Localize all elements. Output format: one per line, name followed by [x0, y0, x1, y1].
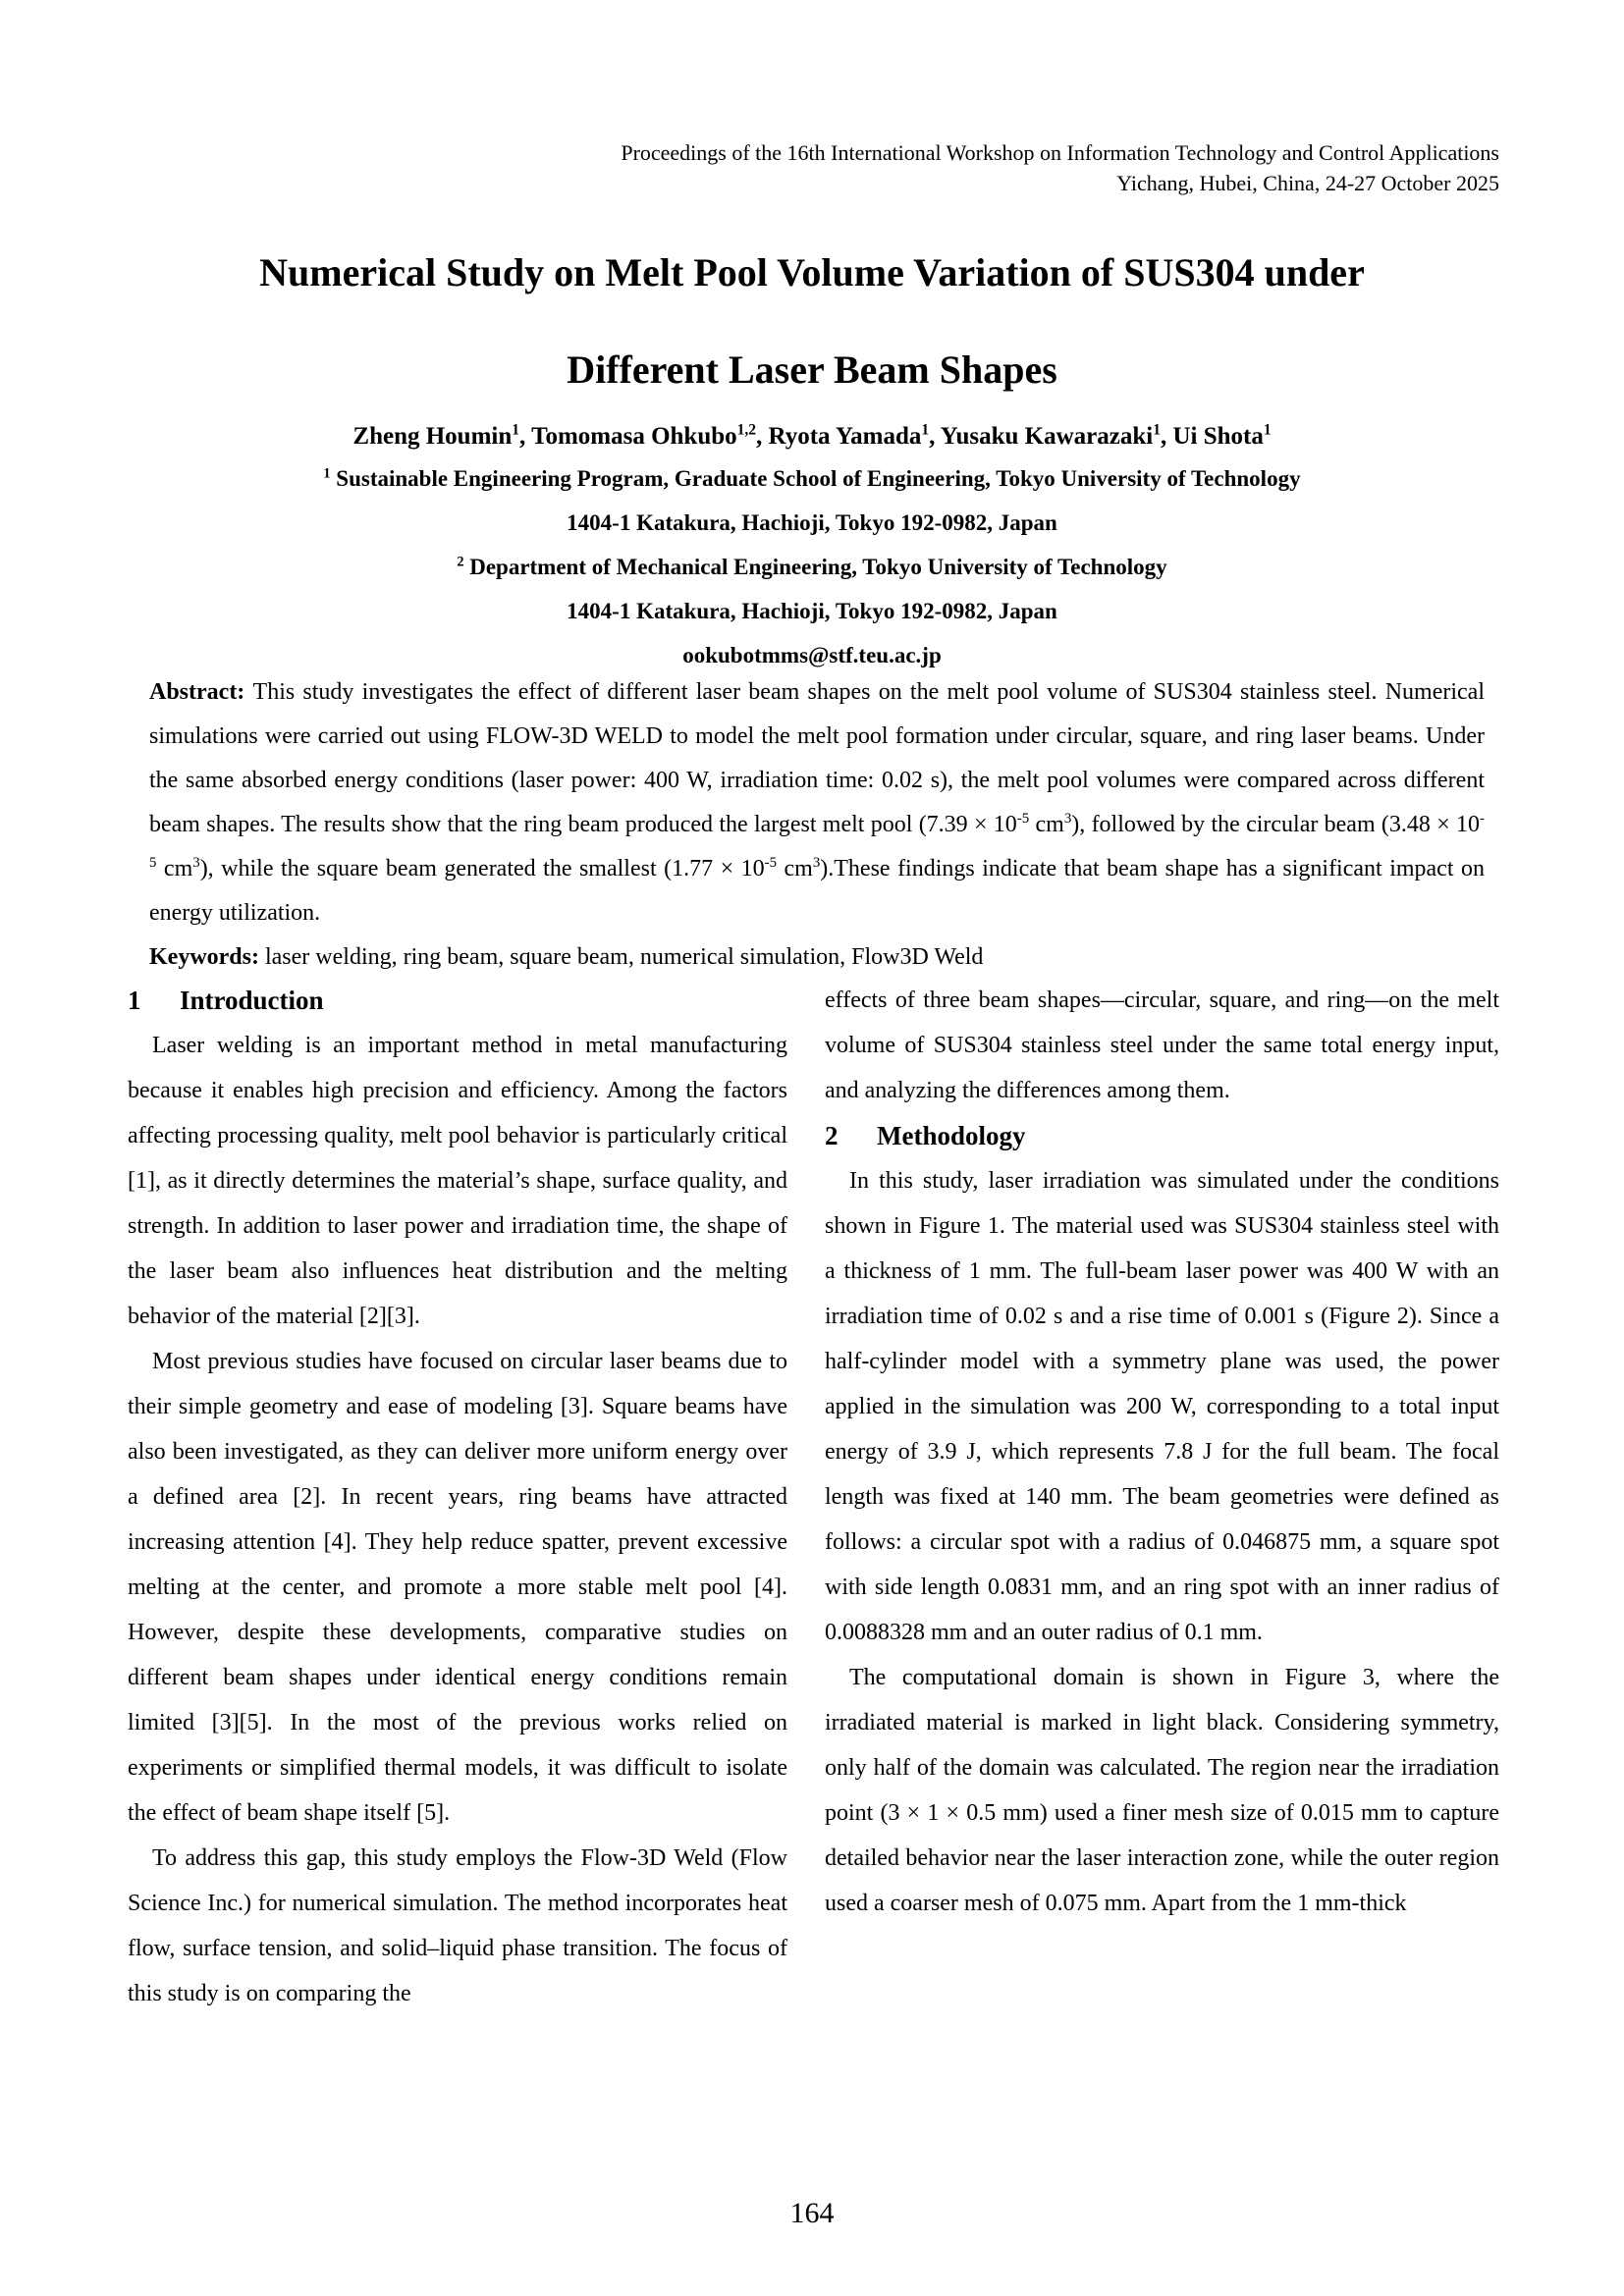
methodology-paragraph-1: In this study, laser irradiation was simulated under the conditions shown in Figure 1. The material used was SUS304 stainless steel with a thickness of 1 mm. The full-beam laser power was 400 W with an irradiation time of 0.02 s and a rise time of 0.001 s (Figure 2). Since a half-cylinder model with a symmetry plane was used, the power applied in the simulation was 200 W, corresponding to a total input energy of 3.9 J, which represents 7.8 J for the full beam. The focal length was fixed at 140 mm. The beam geometries were defined as follows: a circular spot with a radius of 0.046875 mm, a square spot with side length 0.0831 mm, and an ring spot with an inner radius of 0.0088328 mm and an outer radius of 0.1 mm. [825, 1168, 1499, 1645]
section-title: Introduction [180, 986, 324, 1015]
section-heading-methodology [825, 1113, 1499, 1158]
intro-continuation-paragraph: effects of three beam shapes—circular, square, and ring—on the melt volume of SUS304 stainless steel under the same total energy input, and analyzing the differences among them. [825, 988, 1499, 1103]
intro-paragraph-1: Laser welding is an important method in metal manufacturing because it enables high precision and efficiency. Among the factors affecting processing quality, melt pool behavior is particularly critical [1], as it directly determines the material’s shape, surface quality, and strength. In addition to laser power and irradiation time, the shape of the laser beam also influences heat distribution and the melting behavior of the material [2][3]. [128, 1033, 787, 1329]
right-column [825, 978, 1499, 2016]
section-number: 1 [128, 986, 141, 1015]
title-line-2: Different Laser Beam Shapes [567, 347, 1057, 392]
intro-paragraph-2: Most previous studies have focused on circular laser beams due to their simple geometry and ease of modeling [3]. Square beams have also been investigated, as they can deliver more uniform energy over a defined area [2]. In recent years, ring beams have attracted increasing attention [4]. They help reduce spatter, prevent excessive melting at the center, and promote a more stable melt pool [4]. However, despite these developments, comparative studies on different beam shapes under identical energy conditions remain limited [3][5]. In the most of the previous works relied on experiments or simplified thermal models, it was difficult to isolate the effect of beam shape itself [5]. [128, 1349, 787, 1826]
section-number: 2 [825, 1121, 839, 1150]
title-line-1: Numerical Study on Melt Pool Volume Variation of SUS304 under [259, 250, 1365, 294]
affiliation-1: $^1$ Sustainable Engineering Program, Graduate School of Engineering, Tokyo University of Technology [323, 465, 1301, 491]
meta-block [59, 456, 1565, 677]
intro-paragraph-3: To address this gap, this study employs the Flow-3D Weld (Flow Science Inc.) for numerical simulation. The method incorporates heat flow, surface tension, and solid–liquid phase transition. The focus of this study is on comparing the [128, 1845, 787, 2006]
address-1: 1404-1 Katakura, Hachioji, Tokyo 192-0982, Japan [567, 510, 1057, 535]
abstract-block [149, 670, 1485, 980]
left-column [128, 978, 787, 2016]
keywords-line: Keywords: laser welding, ring beam, square beam, numerical simulation, Flow3D Weld [149, 944, 984, 970]
section-title: Methodology [877, 1121, 1026, 1150]
paper-title [59, 224, 1565, 418]
header-line-1: Proceedings of the 16th International Workshop on Information Technology and Control Applications [621, 140, 1499, 165]
affiliation-2: $^2$ Department of Mechanical Engineering, Tokyo University of Technology [457, 554, 1167, 579]
header-line-2: Yichang, Hubei, China, 24-27 October 2025 [1116, 171, 1499, 195]
section-heading-introduction [128, 978, 787, 1023]
page-number: 164 [789, 2197, 835, 2229]
methodology-paragraph-2: The computational domain is shown in Figure 3, where the irradiated material is marked in light black. Considering symmetry, only half of the domain was calculated. The region near the irradiation point (3 × 1 × 0.5 mm) used a finer mesh size of 0.015 mm to capture detailed behavior near the laser interaction zone, while the outer region used a coarser mesh of 0.075 mm. Apart from the 1 mm-thick [825, 1665, 1499, 1916]
email: ookubotmms@stf.teu.ac.jp [682, 643, 942, 667]
address-2: 1404-1 Katakura, Hachioji, Tokyo 192-0982, Japan [567, 599, 1057, 623]
authors-line: Zheng Houmin$^1$, Tomomasa Ohkubo$^{1,2}$, Ryota Yamada$^1$, Yusaku Kawarazaki$^1$, Ui Shota$^1$ [352, 421, 1272, 450]
abstract-paragraph: Abstract: This study investigates the effect of different laser beam shapes on the melt pool volume of SUS304 stainless steel. Numerical simulations were carried out using FLOW-3D WELD to model the melt pool formation under circular, square, and ring laser beams. Under the same absorbed energy conditions (laser power: 400 W, irradiation time: 0.02 s), the melt pool volumes were compared across different beam shapes. The results show that the ring beam produced the largest melt pool ($7.39 \times 10^{-5}$ $cm^3$), followed by the circular beam ($3.48 \times 10^{-5}$ $cm^3$), while the square beam generated the smallest ($1.77 \times 10^{-5}$ $cm^3).These$ findings indicate that beam shape has a significant impact on energy utilization. [149, 679, 1485, 926]
running-header [128, 137, 1499, 198]
body-columns [128, 978, 1499, 2016]
